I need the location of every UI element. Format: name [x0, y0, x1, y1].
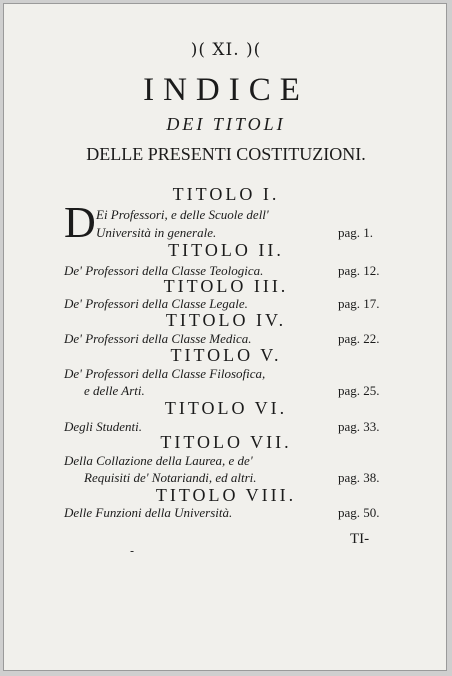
titolo-heading: TITOLO VIII. — [155, 485, 297, 505]
entry-line: De' Professori della Classe Teologica. — [64, 263, 264, 278]
page-number: )( XI. )( — [190, 40, 262, 60]
titolo-heading: TITOLO VII. — [160, 432, 292, 452]
index-subtitle: DEI TITOLI — [166, 114, 286, 134]
entry-line: e delle Arti. — [84, 383, 145, 398]
entry-line: Ei Professori, e delle Scuole dell' — [96, 207, 269, 222]
entry-page: pag. 22. — [338, 331, 380, 346]
entry-line: De' Professori della Classe Legale. — [64, 296, 248, 311]
entry-line: Degli Studenti. — [64, 419, 142, 434]
entry-page: pag. 25. — [338, 383, 380, 398]
entry-line: De' Professori della Classe Filosofica, — [64, 366, 266, 381]
index-subtitle-2: DELLE PRESENTI COSTITUZIONI. — [86, 144, 366, 164]
entry-page: pag. 12. — [338, 263, 380, 278]
entry-page: pag. 50. — [338, 505, 380, 520]
entry-page: pag. 38. — [338, 470, 380, 485]
titolo-heading: TITOLO IV. — [165, 310, 287, 330]
entry-line: De' Professori della Classe Medica. — [64, 331, 252, 346]
index-title: INDICE — [143, 72, 309, 108]
catchword: TI- — [350, 531, 370, 547]
drop-cap: D — [64, 198, 96, 247]
book-page — [3, 3, 447, 671]
entry-page: pag. 33. — [338, 419, 380, 434]
entry-line: Requisiti de' Notariandi, ed altri. — [84, 470, 257, 485]
printer-mark: - — [130, 544, 135, 558]
titolo-heading: TITOLO III. — [163, 276, 289, 296]
entry-page: pag. 1. — [338, 225, 374, 240]
entry-line: Della Collazione della Laurea, e de' — [64, 453, 253, 468]
titolo-heading: TITOLO II. — [168, 240, 284, 260]
entry-line: Delle Funzioni della Università. — [64, 505, 233, 520]
titolo-heading: TITOLO I. — [172, 184, 280, 204]
entry-page: pag. 17. — [338, 296, 380, 311]
titolo-heading: TITOLO V. — [170, 345, 282, 365]
titolo-heading: TITOLO VI. — [164, 398, 288, 418]
entry-line: Università in generale. — [96, 225, 217, 240]
